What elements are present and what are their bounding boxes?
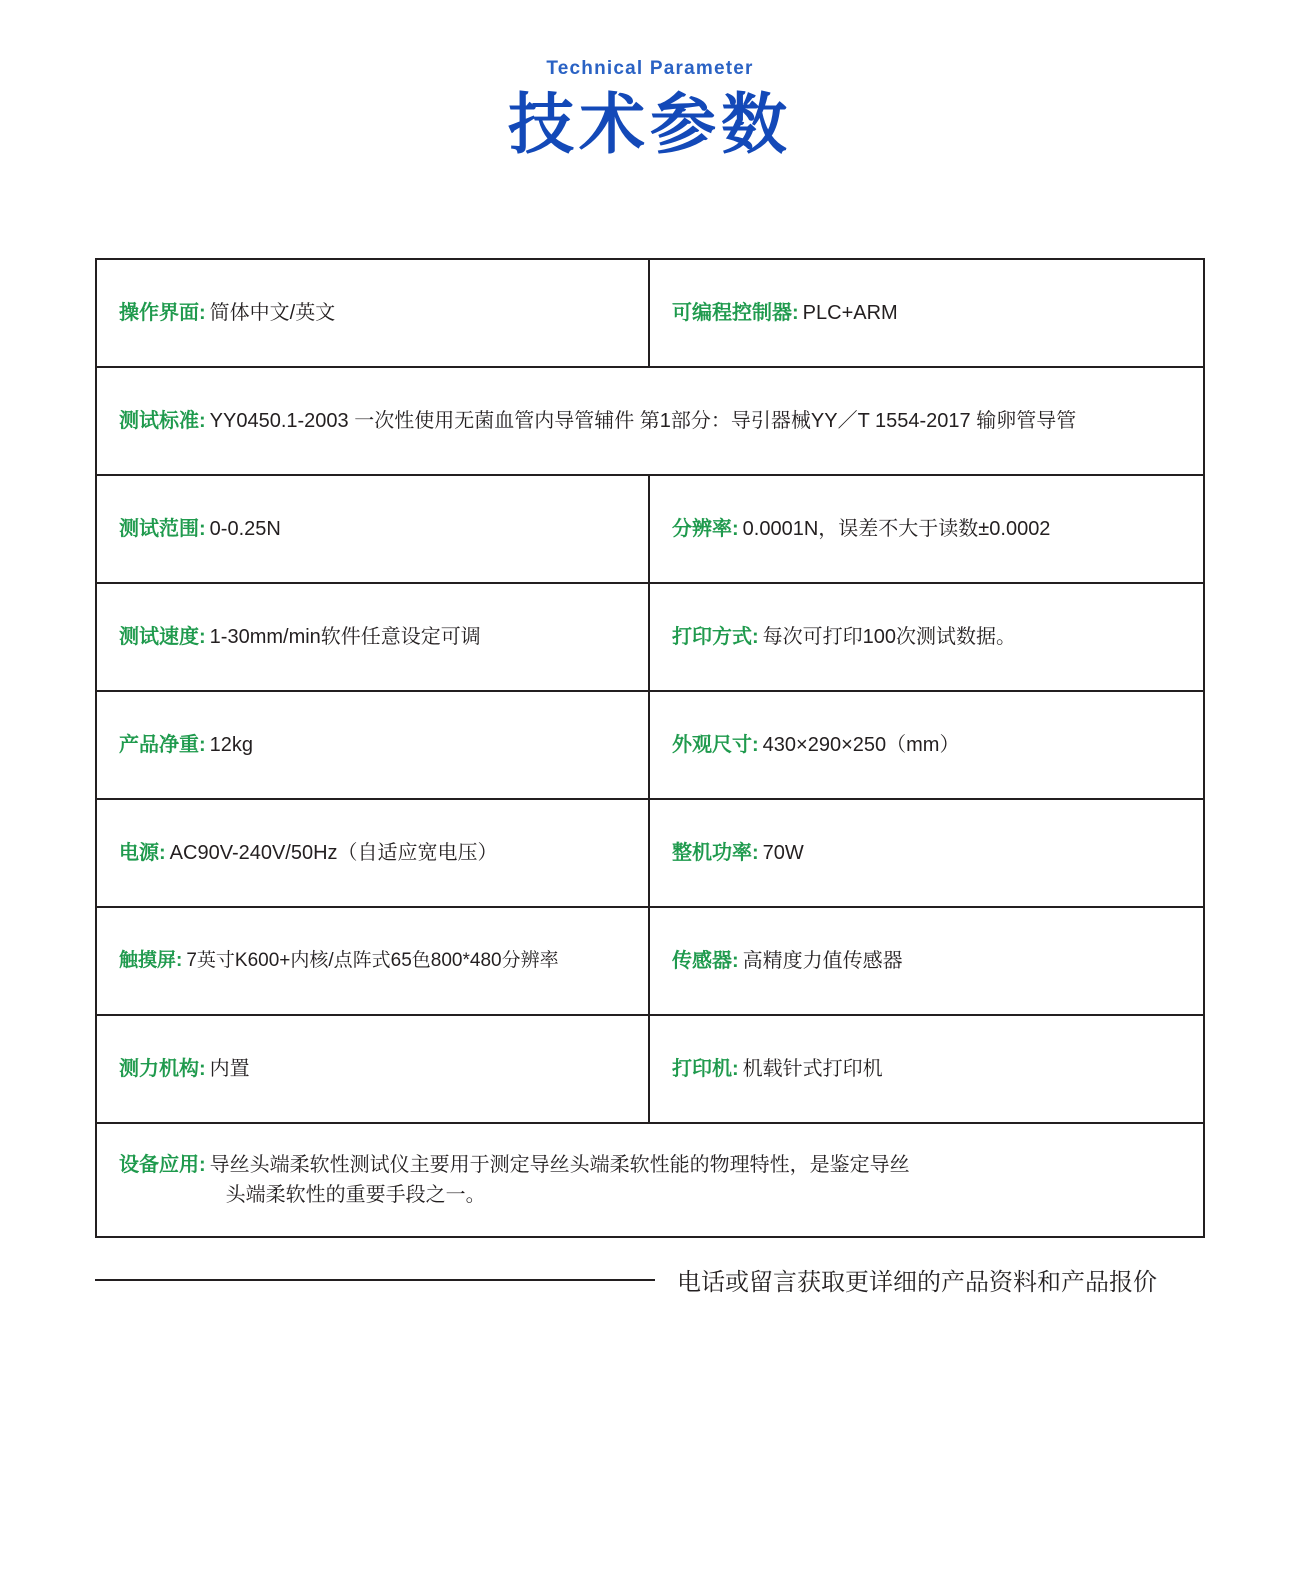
spec-value-block [210, 1150, 910, 1210]
spec-label: 打印机: [672, 1058, 739, 1080]
spec-value-line-1: 导丝头端柔软性测试仪主要用于测定导丝头端柔软性能的物理特性，是鉴定导丝 [209, 1154, 910, 1176]
table-row [97, 692, 1203, 800]
spec-cell-printer [650, 1016, 1203, 1122]
spec-value: 每次可打印100次测试数据。 [762, 626, 1017, 648]
footer-note: 电话或留言获取更详细的产品资料和产品报价 [677, 1269, 1157, 1296]
spec-value: 0-0.25N [209, 518, 281, 540]
spec-value: 0.0001N，误差不大于读数±0.0002 [742, 518, 1051, 540]
spec-label: 整机功率: [672, 842, 759, 864]
spec-label: 触摸屏: [119, 949, 183, 971]
spec-cell-print-mode [650, 584, 1203, 690]
spec-label: 测试速度: [119, 626, 206, 648]
spec-value: 高精度力值传感器 [742, 950, 903, 972]
header-eyebrow: Technical Parameter [546, 58, 754, 79]
spec-cell-test-standard [97, 368, 1203, 474]
page-title: 技术参数 [508, 87, 792, 161]
footer-divider [95, 1279, 655, 1281]
spec-value: 7英寸K600+内核/点阵式65色800*480分辨率 [186, 949, 559, 971]
table-row [97, 800, 1203, 908]
spec-label: 分辨率: [672, 518, 739, 540]
spec-label: 操作界面: [119, 302, 206, 324]
spec-value: 机载针式打印机 [742, 1058, 883, 1080]
spec-cell-sensor [650, 908, 1203, 1014]
spec-value: 1-30mm/min软件任意设定可调 [209, 626, 481, 648]
table-row [97, 584, 1203, 692]
spec-cell-net-weight [97, 692, 650, 798]
spec-table [95, 258, 1205, 1238]
spec-value: YY0450.1-2003 一次性使用无菌血管内导管辅件 第1部分：导引器械YY／T 1554-2017 输卵管导管 [209, 410, 1077, 432]
spec-value: 12kg [209, 734, 254, 756]
table-row [97, 260, 1203, 368]
footer [95, 1262, 1205, 1297]
table-row [97, 908, 1203, 1016]
spec-value: 简体中文/英文 [209, 302, 336, 324]
spec-cell-force-mechanism [97, 1016, 650, 1122]
spec-label: 设备应用: [119, 1154, 206, 1176]
spec-cell-application [97, 1124, 1203, 1236]
spec-cell-test-range [97, 476, 650, 582]
spec-cell-resolution [650, 476, 1203, 582]
spec-cell-touchscreen [97, 908, 650, 1014]
spec-cell-dimensions [650, 692, 1203, 798]
spec-value: PLC+ARM [802, 302, 898, 324]
spec-value: AC90V-240V/50Hz（自适应宽电压） [169, 842, 498, 864]
spec-label: 测试范围: [119, 518, 206, 540]
table-row [97, 476, 1203, 584]
spec-cell-power-rating [650, 800, 1203, 906]
spec-cell-operation-interface [97, 260, 650, 366]
spec-label: 产品净重: [119, 734, 206, 756]
spec-label: 打印方式: [672, 626, 759, 648]
spec-value: 内置 [209, 1058, 250, 1080]
spec-cell-plc-controller [650, 260, 1203, 366]
spec-value: 430×290×250（mm） [762, 734, 960, 756]
spec-cell-power-supply [97, 800, 650, 906]
table-row [97, 1016, 1203, 1124]
spec-cell-test-speed [97, 584, 650, 690]
spec-label: 外观尺寸: [672, 734, 759, 756]
spec-label: 测试标准: [119, 410, 206, 432]
spec-label: 可编程控制器: [672, 302, 799, 324]
table-row [97, 1124, 1203, 1236]
table-row [97, 368, 1203, 476]
spec-value: 70W [762, 842, 804, 864]
spec-label: 测力机构: [119, 1058, 206, 1080]
spec-label: 电源: [119, 842, 166, 864]
page-header [0, 0, 1300, 161]
spec-label: 传感器: [672, 950, 739, 972]
spec-value-line-2: 头端柔软性的重要手段之一。 [225, 1184, 486, 1206]
